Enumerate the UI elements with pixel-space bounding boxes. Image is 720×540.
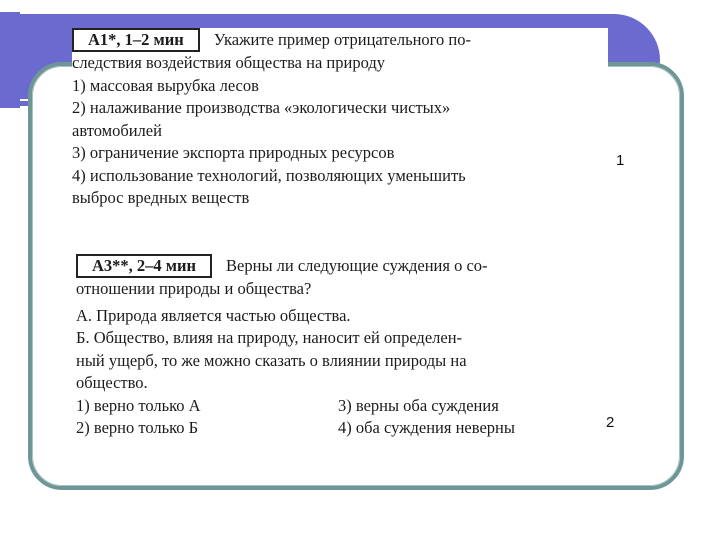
question-1-option <box>72 97 608 120</box>
question-1-option: 1) массовая вырубка лесов <box>72 75 259 95</box>
question-1-option-cont: выброс вредных веществ <box>72 188 250 207</box>
question-2-header <box>76 254 606 278</box>
question-1-prompt-first: Укажите пример отрицательного по- <box>213 30 471 49</box>
option-text: 2) налаживание производства «экологически чистых» <box>72 98 451 117</box>
question-2-option: 1) верно только А <box>76 395 201 415</box>
question-1-option: 4) использование технологий, позволяющих уменьшить <box>72 165 466 185</box>
question-2-option: 3) верны оба суждения <box>338 395 499 415</box>
question-2-options-row <box>76 395 606 418</box>
question-2-option: 2) верно только Б <box>76 418 199 437</box>
question-2-block <box>76 254 606 446</box>
question-1-block <box>72 28 608 220</box>
question-2-options-row <box>76 417 606 440</box>
question-2-prompt-second: отношении природы и общества? <box>76 279 312 298</box>
statement-b-line: общество. <box>76 373 148 392</box>
question-1-prompt-second: следствия воздействия общества на природу <box>72 53 385 72</box>
statement-b-line: ный ущерб, то же можно сказать о влиянии природы на <box>76 350 467 370</box>
question-1-header <box>72 28 608 52</box>
question-2-tag: А3**, 2–4 мин <box>76 254 212 278</box>
statement-a: А. Природа является частью общества. <box>76 305 351 325</box>
question-2-prompt-first: Верны ли следующие суждения о со- <box>226 256 488 275</box>
question-2-option: 4) оба суждения неверны <box>338 418 515 437</box>
question-1-answer: 1 <box>616 152 625 169</box>
question-1-tag: А1*, 1–2 мин <box>72 28 200 52</box>
question-1-option: 3) ограничение экспорта природных ресурсов <box>72 143 395 162</box>
statement-b-line: Б. Общество, влияя на природу, наносит ей определен- <box>76 328 463 347</box>
question-1-option-cont: автомобилей <box>72 120 162 140</box>
question-2-answer: 2 <box>606 414 615 431</box>
